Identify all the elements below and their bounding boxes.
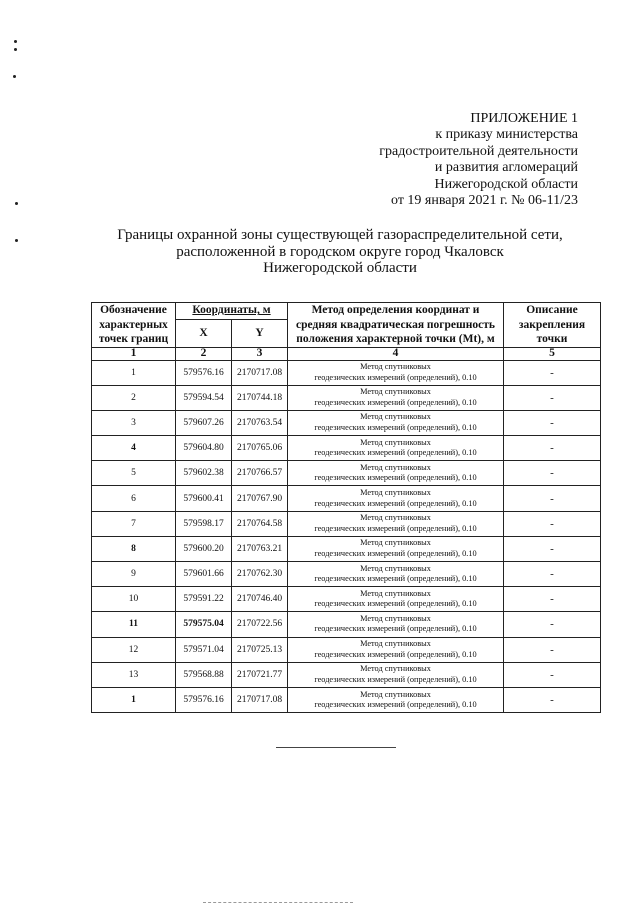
header-line: градостроительной деятельности xyxy=(379,143,578,159)
y-coordinate: 2170762.30 xyxy=(232,562,288,587)
scan-mark xyxy=(15,239,18,242)
point-number: 1 xyxy=(92,687,176,712)
method-cell: Метод спутниковых геодезических измерений (определений), 0.10 xyxy=(288,637,504,662)
method-cell: Метод спутниковых геодезических измерений (определений), 0.10 xyxy=(288,410,504,435)
header-line: и развития агломераций xyxy=(434,160,578,176)
x-coordinate: 579575.04 xyxy=(176,612,232,637)
y-coordinate: 2170744.18 xyxy=(232,385,288,410)
table-row xyxy=(92,360,601,385)
description-cell: - xyxy=(504,385,601,410)
x-coordinate: 579594.54 xyxy=(176,385,232,410)
description-cell: - xyxy=(504,360,601,385)
description-cell: - xyxy=(504,486,601,511)
method-cell: Метод спутниковых геодезических измерений (определений), 0.10 xyxy=(288,436,504,461)
description-cell: - xyxy=(504,511,601,536)
x-coordinate: 579600.41 xyxy=(176,486,232,511)
header-line: Нижегородской области xyxy=(434,176,578,192)
description-cell: - xyxy=(504,687,601,712)
column-number: 3 xyxy=(232,347,288,360)
header-y: Y xyxy=(232,319,288,347)
header-description: Описание закрепления точки xyxy=(504,303,601,348)
x-coordinate: 579571.04 xyxy=(176,637,232,662)
table-row xyxy=(92,486,601,511)
point-number: 10 xyxy=(92,587,176,612)
description-cell: - xyxy=(504,637,601,662)
y-coordinate: 2170767.90 xyxy=(232,486,288,511)
x-coordinate: 579604.80 xyxy=(176,436,232,461)
description-cell: - xyxy=(504,612,601,637)
table-row xyxy=(92,410,601,435)
y-coordinate: 2170746.40 xyxy=(232,587,288,612)
point-number: 5 xyxy=(92,461,176,486)
y-coordinate: 2170717.08 xyxy=(232,360,288,385)
separator-line xyxy=(276,747,396,748)
description-cell: - xyxy=(504,662,601,687)
boundary-points-table xyxy=(91,302,601,713)
appendix-title: ПРИЛОЖЕНИЕ 1 xyxy=(470,111,578,126)
x-coordinate: 579568.88 xyxy=(176,662,232,687)
table-row xyxy=(92,687,601,712)
description-cell: - xyxy=(504,410,601,435)
x-coordinate: 579607.26 xyxy=(176,410,232,435)
x-coordinate: 579576.16 xyxy=(176,360,232,385)
y-coordinate: 2170763.54 xyxy=(232,410,288,435)
point-number: 9 xyxy=(92,562,176,587)
x-coordinate: 579598.17 xyxy=(176,511,232,536)
description-cell: - xyxy=(504,461,601,486)
table-row xyxy=(92,511,601,536)
table-row xyxy=(92,612,601,637)
x-coordinate: 579591.22 xyxy=(176,587,232,612)
scan-mark xyxy=(15,202,18,205)
method-cell: Метод спутниковых геодезических измерений (определений), 0.10 xyxy=(288,360,504,385)
point-number: 7 xyxy=(92,511,176,536)
scan-edge-line xyxy=(203,902,353,903)
y-coordinate: 2170721.77 xyxy=(232,662,288,687)
method-cell: Метод спутниковых геодезических измерений (определений), 0.10 xyxy=(288,486,504,511)
column-numbers-row xyxy=(92,347,601,360)
point-number: 1 xyxy=(92,360,176,385)
x-coordinate: 579576.16 xyxy=(176,687,232,712)
y-coordinate: 2170722.56 xyxy=(232,612,288,637)
table-row xyxy=(92,587,601,612)
table-row xyxy=(92,536,601,561)
order-date-number: от 19 января 2021 г. № 06-11/23 xyxy=(391,193,578,209)
description-cell: - xyxy=(504,587,601,612)
description-cell: - xyxy=(504,436,601,461)
method-cell: Метод спутниковых геодезических измерений (определений), 0.10 xyxy=(288,587,504,612)
scan-mark xyxy=(14,48,17,51)
column-number: 4 xyxy=(288,347,504,360)
y-coordinate: 2170763.21 xyxy=(232,536,288,561)
method-cell: Метод спутниковых геодезических измерений (определений), 0.10 xyxy=(288,662,504,687)
method-cell: Метод спутниковых геодезических измерений (определений), 0.10 xyxy=(288,461,504,486)
header-x: X xyxy=(176,319,232,347)
method-cell: Метод спутниковых геодезических измерений (определений), 0.10 xyxy=(288,687,504,712)
point-number: 13 xyxy=(92,662,176,687)
table-row xyxy=(92,385,601,410)
point-number: 3 xyxy=(92,410,176,435)
point-number: 2 xyxy=(92,385,176,410)
table-row xyxy=(92,436,601,461)
point-number: 12 xyxy=(92,637,176,662)
header-point-designation: Обозначение характерных точек границ xyxy=(92,303,176,348)
header-method: Метод определения координат и средняя квадратическая погрешность положения характерной точки (Mt), м xyxy=(288,303,504,348)
document-title xyxy=(100,227,580,277)
point-number: 11 xyxy=(92,612,176,637)
title-line: Нижегородской области xyxy=(263,260,417,276)
description-cell: - xyxy=(504,562,601,587)
table-row xyxy=(92,461,601,486)
column-number: 5 xyxy=(504,347,601,360)
x-coordinate: 579602.38 xyxy=(176,461,232,486)
method-cell: Метод спутниковых геодезических измерений (определений), 0.10 xyxy=(288,562,504,587)
scan-mark xyxy=(13,75,16,78)
table-row xyxy=(92,562,601,587)
point-number: 8 xyxy=(92,536,176,561)
header-coordinates: Координаты, м xyxy=(176,303,288,320)
column-number: 1 xyxy=(92,347,176,360)
column-number: 2 xyxy=(176,347,232,360)
method-cell: Метод спутниковых геодезических измерений (определений), 0.10 xyxy=(288,612,504,637)
header-line: к приказу министерства xyxy=(435,127,578,143)
table-row xyxy=(92,637,601,662)
title-line: Границы охранной зоны существующей газораспределительной сети, xyxy=(117,227,563,243)
x-coordinate: 579600.20 xyxy=(176,536,232,561)
y-coordinate: 2170725.13 xyxy=(232,637,288,662)
point-number: 6 xyxy=(92,486,176,511)
y-coordinate: 2170764.58 xyxy=(232,511,288,536)
table-row xyxy=(92,662,601,687)
method-cell: Метод спутниковых геодезических измерений (определений), 0.10 xyxy=(288,511,504,536)
title-line: расположенной в городском округе город Чкаловск xyxy=(176,243,504,260)
y-coordinate: 2170765.06 xyxy=(232,436,288,461)
x-coordinate: 579601.66 xyxy=(176,562,232,587)
method-cell: Метод спутниковых геодезических измерений (определений), 0.10 xyxy=(288,385,504,410)
y-coordinate: 2170766.57 xyxy=(232,461,288,486)
y-coordinate: 2170717.08 xyxy=(232,687,288,712)
appendix-header xyxy=(379,111,578,209)
method-cell: Метод спутниковых геодезических измерений (определений), 0.10 xyxy=(288,536,504,561)
scan-mark xyxy=(14,40,17,43)
point-number: 4 xyxy=(92,436,176,461)
description-cell: - xyxy=(504,536,601,561)
